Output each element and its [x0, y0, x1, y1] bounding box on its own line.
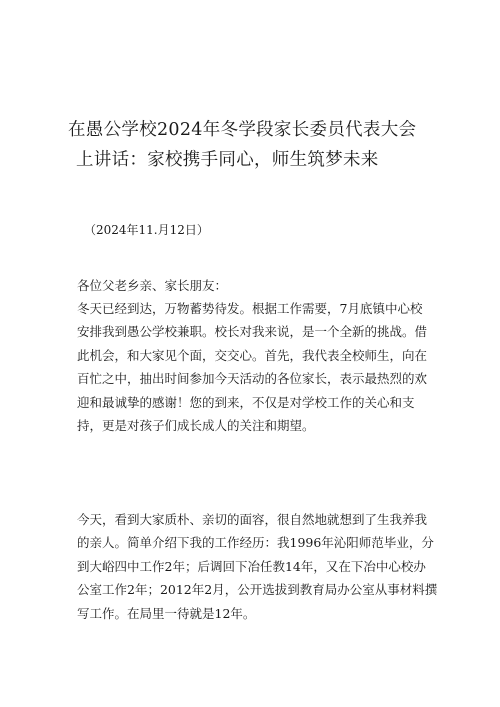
paragraph-line: 冬天已经到达，万物蓄势待发。根据工作需要，7月底镇中心校: [77, 301, 423, 316]
speech-date: （2024年11.月12日）: [84, 223, 209, 237]
paragraph-line: 安排我到愚公学校兼职。校长对我来说，是一个全新的挑战。借: [77, 324, 428, 340]
paragraph-2: [77, 508, 438, 625]
paragraph-line: 迎和最诚挚的感谢！您的到来，不仅是对学校工作的关心和支: [77, 394, 415, 410]
paragraph-line: 百忙之中，抽出时间参加今天活动的各位家长，表示最热烈的欢: [77, 371, 428, 387]
title-line-2: 上讲话：家校携手同心，师生筑梦未来: [76, 150, 379, 170]
greeting-line: 各位父老乡亲、家长朋友：: [77, 278, 228, 293]
paragraph-line: 今天，看到大家质朴、亲切的面容，很自然地就想到了生我养我: [77, 512, 428, 527]
paragraph-line: 持，更是对孩子们成长成人的关注和期望。: [77, 418, 315, 434]
paragraph-line: 到大峪四中工作2年；后调回下冶任教14年，又在下冶中心校办: [77, 558, 426, 574]
document-title: [68, 115, 448, 175]
paragraph-line: 的亲人。简单介绍下我的工作经历：我1996年沁阳师范毕业，分: [77, 535, 434, 551]
paragraph-line: 公室工作2年；2012年2月，公开选拔到教育局办公室从事材料撰: [77, 582, 438, 598]
title-line-1: 在愚公学校2024年冬学段家长委员代表大会: [68, 120, 417, 140]
paragraph-line: 写工作。在局里一待就是12年。: [77, 605, 256, 621]
paragraph-line: 此机会，和大家见个面，交交心。首先，我代表全校师生，向在: [77, 347, 428, 363]
paragraph-1: [77, 297, 432, 437]
